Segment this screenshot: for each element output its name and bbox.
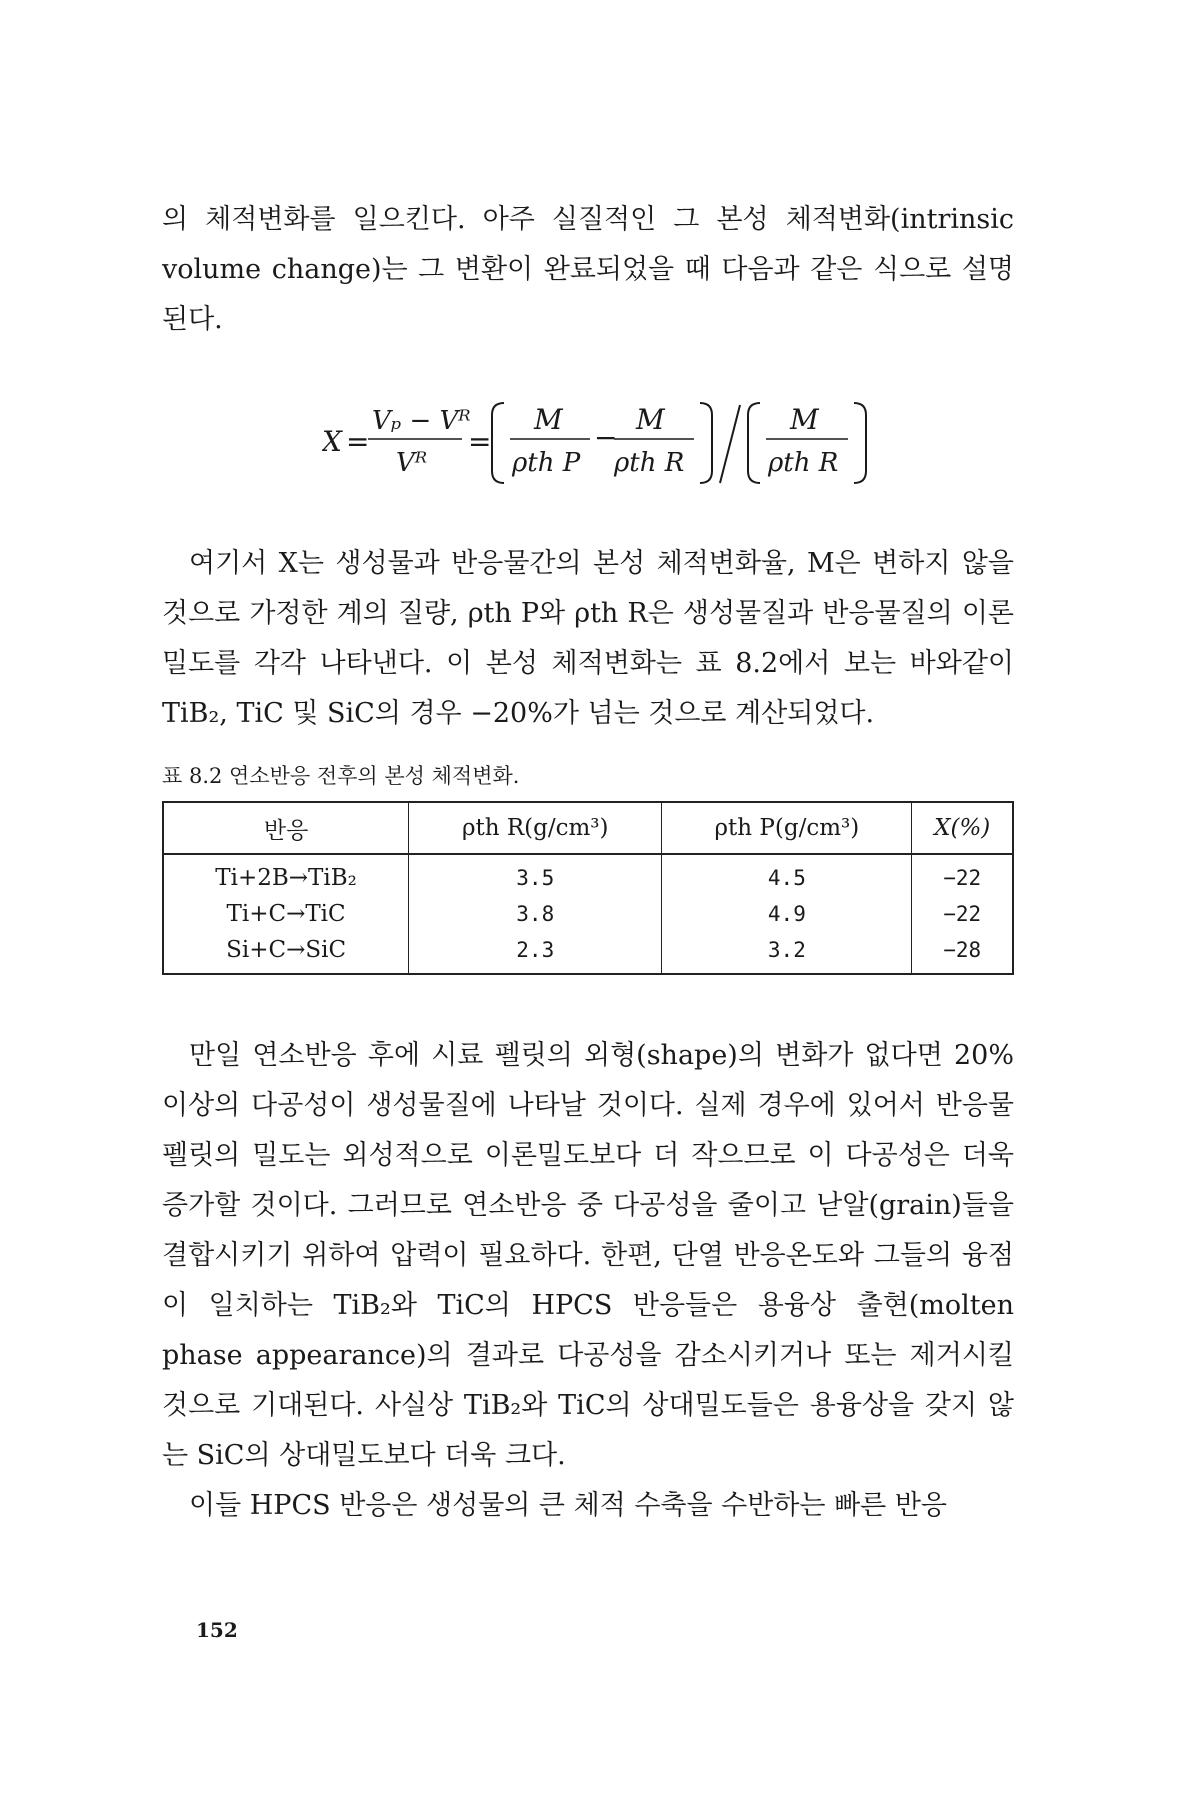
formula-frac1-numerator: Vₚ − Vᴿ — [372, 406, 471, 436]
cell-rho-p: 4.5 — [662, 854, 912, 896]
cell-reaction: Si+C→SiC — [226, 937, 347, 963]
paragraph-porosity: 만일 연소반응 후에 시료 펠릿의 외형(shape)의 변화가 없다면 20% 이상의 다공성이 생성물질에 나타날 것이다. 실제 경우에 있어서 반응물 펠릿의 밀도는 외성적으로 이론밀도보다 더 작으므로 이 다공성은 더욱 증가할 것이다. 그러므로 연소반응 중 다공성을 줄이고 낟알(grain)들을 결합시키기 위하여 압력이 필요하다. 한편, 단열 반응온도와 그들의 융점이 일치하는 TiB₂와 TiC의 HPCS 반응들은 용융상 출현(molten phase appearance)의 결과로 다공성을 감소시키거나 또는 제거시킬 것으로 기대된다. 사실상 TiB₂와 TiC의 상대밀도들은 용융상을 갖지 않는 SiC의 상대밀도보다 더욱 크다. — [162, 1040, 1014, 1471]
formula-eq-1: = — [346, 425, 370, 458]
formula-rho-r-1: ρth R — [614, 448, 685, 478]
formula-m-1: M — [534, 403, 563, 436]
formula-m-2: M — [636, 403, 665, 436]
header-rho-r: ρth R(g/cm³) — [409, 802, 662, 854]
formula-minus: − — [594, 421, 618, 454]
formula-eq-2: = — [468, 425, 492, 458]
header-rho-p: ρth P(g/cm³) — [662, 802, 912, 854]
cell-rho-p: 3.2 — [662, 932, 912, 974]
table-caption: 표 8.2 연소반응 전후의 본성 체적변화. — [162, 764, 520, 788]
cell-reaction: Ti+2B→TiB₂ — [215, 865, 357, 891]
cell-rho-r: 3.8 — [409, 896, 662, 932]
paragraph-intro: 의 체적변화를 일으킨다. 아주 실질적인 그 본성 체적변화(intrinsic volume change)는 그 변환이 완료되었을 때 다음과 같은 식으로 설명된다. — [162, 204, 1014, 335]
table-row — [163, 854, 1013, 896]
cell-rho-r: 3.5 — [409, 854, 662, 896]
table-row — [163, 932, 1013, 974]
header-x-percent: X(%) — [912, 802, 1013, 854]
header-reaction: 반응 — [163, 802, 409, 854]
volume-change-table — [162, 801, 1014, 975]
cell-x: −22 — [912, 896, 1013, 932]
formula-svg — [322, 387, 882, 497]
formula-rho-p: ρth P — [512, 448, 581, 478]
formula-m-3: M — [790, 403, 819, 436]
cell-rho-p: 4.9 — [662, 896, 912, 932]
formula-rho-r-2: ρth R — [768, 448, 839, 478]
paragraph-hpcs: 이들 HPCS 반응은 생성물의 큰 체적 수축을 수반하는 빠른 반응 — [189, 1490, 947, 1521]
table-row — [163, 896, 1013, 932]
page-body — [162, 195, 1014, 1531]
cell-reaction: Ti+C→TiC — [226, 901, 346, 927]
paragraph-definitions: 여기서 X는 생성물과 반응물간의 본성 체적변화율, M은 변하지 않을 것으로 가정한 계의 질량, ρth P와 ρth R은 생성물질과 반응물질의 이론밀도를 각각 나타낸다. 이 본성 체적변화는 표 8.2에서 보는 바와같이 TiB₂, TiC 및 SiC의 경우 −20%가 넘는 것으로 계산되었다. — [162, 548, 1014, 729]
cell-rho-r: 2.3 — [409, 932, 662, 974]
cell-x: −22 — [912, 854, 1013, 896]
page-number: 152 — [196, 1618, 238, 1642]
volume-change-formula — [322, 387, 1014, 497]
formula-frac1-denominator: Vᴿ — [396, 448, 428, 478]
cell-x: −28 — [912, 932, 1013, 974]
formula-lhs: X — [322, 425, 342, 458]
table-header-row — [163, 802, 1013, 854]
